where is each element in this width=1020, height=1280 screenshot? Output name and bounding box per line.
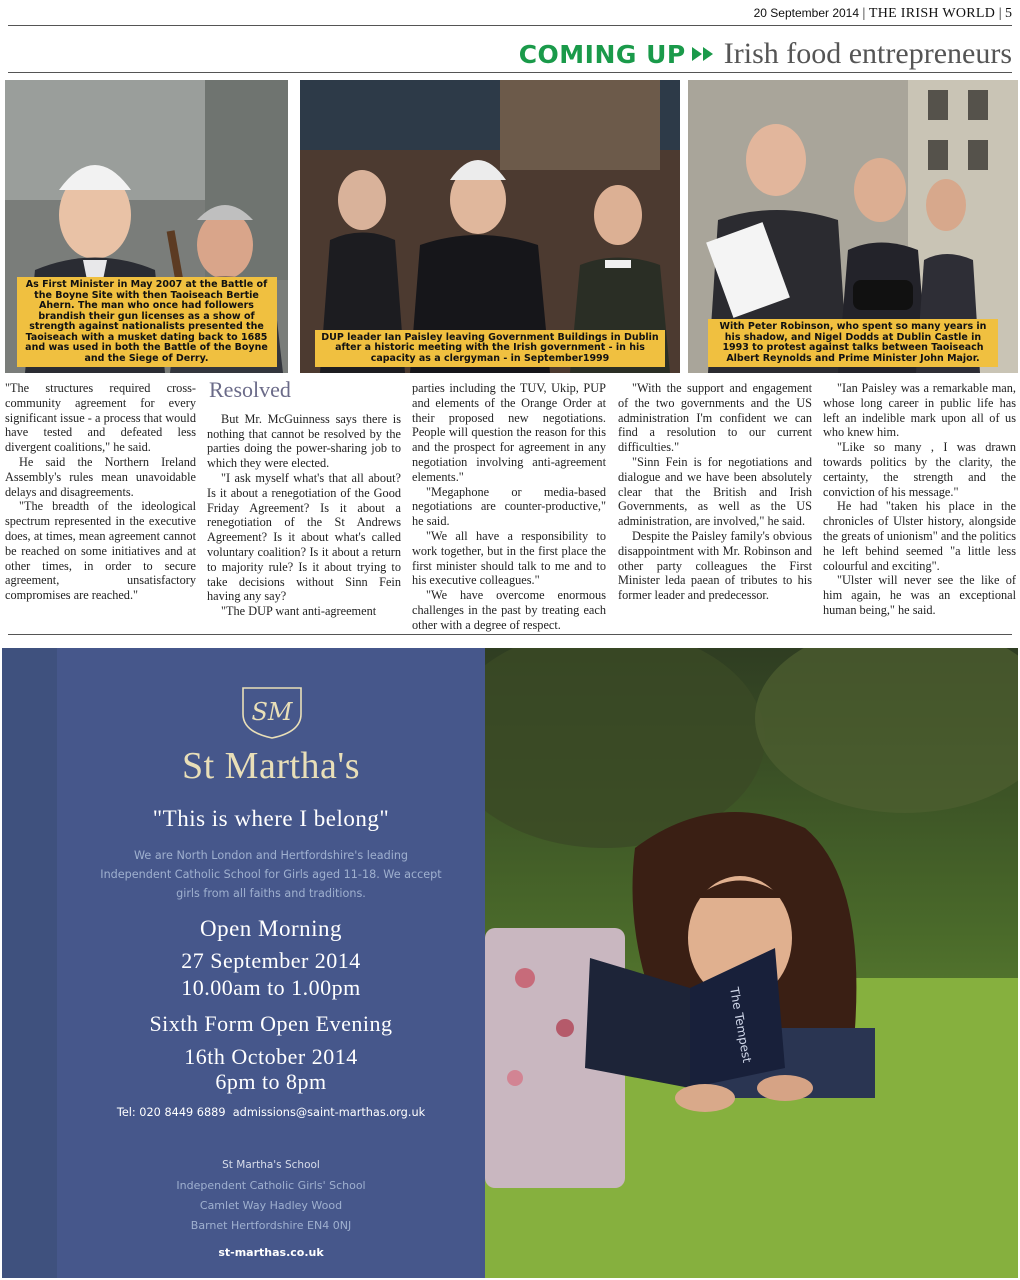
paragraph: "Ulster will never see the like of him again, he was an exceptional human being," he said. xyxy=(823,573,1016,617)
paragraph: parties including the TUV, Ukip, PUP and elements of the Orange Order at their proposed new negotiations. People will question the reason for this and the prospect for agreement in any negotiation involving anti-agreement elements." xyxy=(412,381,606,484)
section-rule xyxy=(8,72,1012,73)
address-title: St Martha's School xyxy=(222,1159,320,1171)
book-title: The Tempest xyxy=(727,986,755,1064)
school-name: St Martha's xyxy=(181,745,361,787)
paragraph: "The breadth of the ideological spectrum represented in the executive does, at times, mean agreement cannot be reached on some initiatives and at other times, in order to secure agreement, unsatisfactory compromises are reached." xyxy=(5,499,196,603)
article-column-4 xyxy=(618,381,812,603)
page-number: 5 xyxy=(1005,6,1012,21)
article-column-3 xyxy=(412,381,606,633)
article-end-rule xyxy=(8,634,1012,635)
event-date: 16th October 2014 xyxy=(184,1044,358,1069)
school-advertisement[interactable] xyxy=(2,648,1018,1278)
email-address[interactable]: admissions@saint-marthas.org.uk xyxy=(232,1106,426,1119)
website-link[interactable]: st-marthas.co.uk xyxy=(218,1246,324,1259)
event-time: 10.00am to 1.00pm xyxy=(181,975,361,1000)
event-title: Open Morning xyxy=(199,916,343,941)
paragraph: "Like so many , I was drawn towards politics by the clarity, the certainty, the strength and the conviction of his message." xyxy=(823,440,1016,499)
contact-line xyxy=(57,1106,485,1119)
coming-up-label: COMING UP xyxy=(518,39,686,69)
event-title: Sixth Form Open Evening xyxy=(149,1011,393,1036)
paragraph: He had "taken his place in the chronicles of Ulster history, alongside the greats of unionism" and the politics he left behind seemed "a little less colourful and exciting". xyxy=(823,499,1016,573)
photo-paisley-ahern xyxy=(5,80,288,373)
paragraph: "We have overcome enormous challenges in the past by treating each other with a degree of respect. xyxy=(412,588,606,632)
ad-photo-image xyxy=(485,648,1018,1278)
subheading: Resolved xyxy=(209,377,291,402)
paragraph: "The structures required cross-community agreement for every significant issue - a process that would have tested and defeated less divergent coalitions," he said. xyxy=(5,381,196,455)
paragraph: "Ian Paisley was a remarkable man, whose long career in public life has left an indelible mark upon all of us who knew him. xyxy=(823,381,1016,440)
page-folio xyxy=(754,6,1012,22)
paper-name: THE IRISH WORLD xyxy=(868,6,996,21)
event-date: 27 September 2014 xyxy=(181,948,361,973)
coming-up-banner[interactable] xyxy=(519,37,1012,71)
address-line: Independent Catholic Girls' School xyxy=(176,1179,366,1192)
paragraph: He said the Northern Ireland Assembly's rules mean unavoidable delays and disagreements. xyxy=(5,454,196,499)
ad-photo-girl-reading xyxy=(485,648,1018,1278)
paragraph: "With the support and engagement of the two governments and the US administration I'm confident we can find a resolution to our current difficulties." xyxy=(618,381,812,455)
double-arrow-icon xyxy=(692,45,716,63)
paragraph: Despite the Paisley family's obvious disappointment with Mr. Robinson and other party colleagues the First Minister leda paean of tributes to his former leader and predecessor. xyxy=(618,528,812,603)
coming-up-topic: Irish food entrepreneurs xyxy=(723,37,1012,70)
photo-paisley-robinson-dodds xyxy=(688,80,1018,373)
paragraph: "I ask myself what's that all about? Is it about a renegotiation of the Good Friday Agreement? Is it about a renegotiation of the St Andrews Agreement? Is it about what's called voluntary coalition? Is it about a return to majority rule? Is it about trying to take decisions without Sinn Fein having any say? xyxy=(207,470,401,604)
address-line: Barnet Hertfordshire EN4 0NJ xyxy=(190,1219,352,1232)
article-column-1 xyxy=(5,381,196,603)
photo-caption: DUP leader Ian Paisley leaving Government Buildings in Dublin after a historic meeting with the Irish government - in his capacity as a clergyman - in September1999 xyxy=(315,330,665,368)
folio-separator: | xyxy=(998,6,1005,21)
photo-caption: With Peter Robinson, who spent so many years in his shadow, and Nigel Dodds at Dublin Castle in 1993 to protest against talks between Taoiseach Albert Reynolds and Prime Minister John Major. xyxy=(708,319,998,367)
school-blurb: We are North London and Hertfordshire's leading Independent Catholic School for Girls aged 11-18. We accept girls from all faiths and traditions. xyxy=(100,849,442,900)
paragraph: "Megaphone or media-based negotiations are counter-productive," he said. xyxy=(412,484,606,529)
paragraph: "Sinn Fein is for negotiations and dialogue and we have been absolutely clear that the British and Irish Governments, as well as the US administration, are involved," he said. xyxy=(618,454,812,529)
address-line: Camlet Way Hadley Wood xyxy=(199,1199,343,1212)
event-time: 6pm to 8pm xyxy=(215,1069,327,1094)
photo-paisley-dublin xyxy=(300,80,680,373)
paragraph: "The DUP want anti-agreement xyxy=(221,604,377,619)
school-crest-icon xyxy=(237,684,307,740)
folio-separator: | xyxy=(862,6,869,21)
phone-number[interactable]: Tel: 020 8449 6889 xyxy=(116,1106,226,1119)
crest-letters: SM xyxy=(251,698,293,726)
issue-date: 20 September 2014 xyxy=(753,6,860,20)
paragraph: But Mr. McGuinness says there is nothing that cannot be resolved by the parties doing the power-sharing job to which they were elected. xyxy=(207,411,401,471)
ad-text-panel xyxy=(57,648,485,1278)
paragraph: "We all have a responsibility to work together, but in the first place the first minister should talk to me and to his executive colleagues." xyxy=(412,528,606,588)
school-motto: "This is where I belong" xyxy=(152,806,390,831)
photo-caption: As First Minister in May 2007 at the Battle of the Boyne Site with then Taoiseach Bertie Ahern. The man who once had followers brandish their gun licenses as a show of strength against nationalists presented the Taoiseach with a musket dating back to 1685 and was used in both the Battle of the Boyne and the Siege of Derry. xyxy=(17,277,277,367)
article-column-2 xyxy=(207,377,401,619)
article-column-5 xyxy=(823,381,1016,618)
header-rule xyxy=(8,25,1012,26)
